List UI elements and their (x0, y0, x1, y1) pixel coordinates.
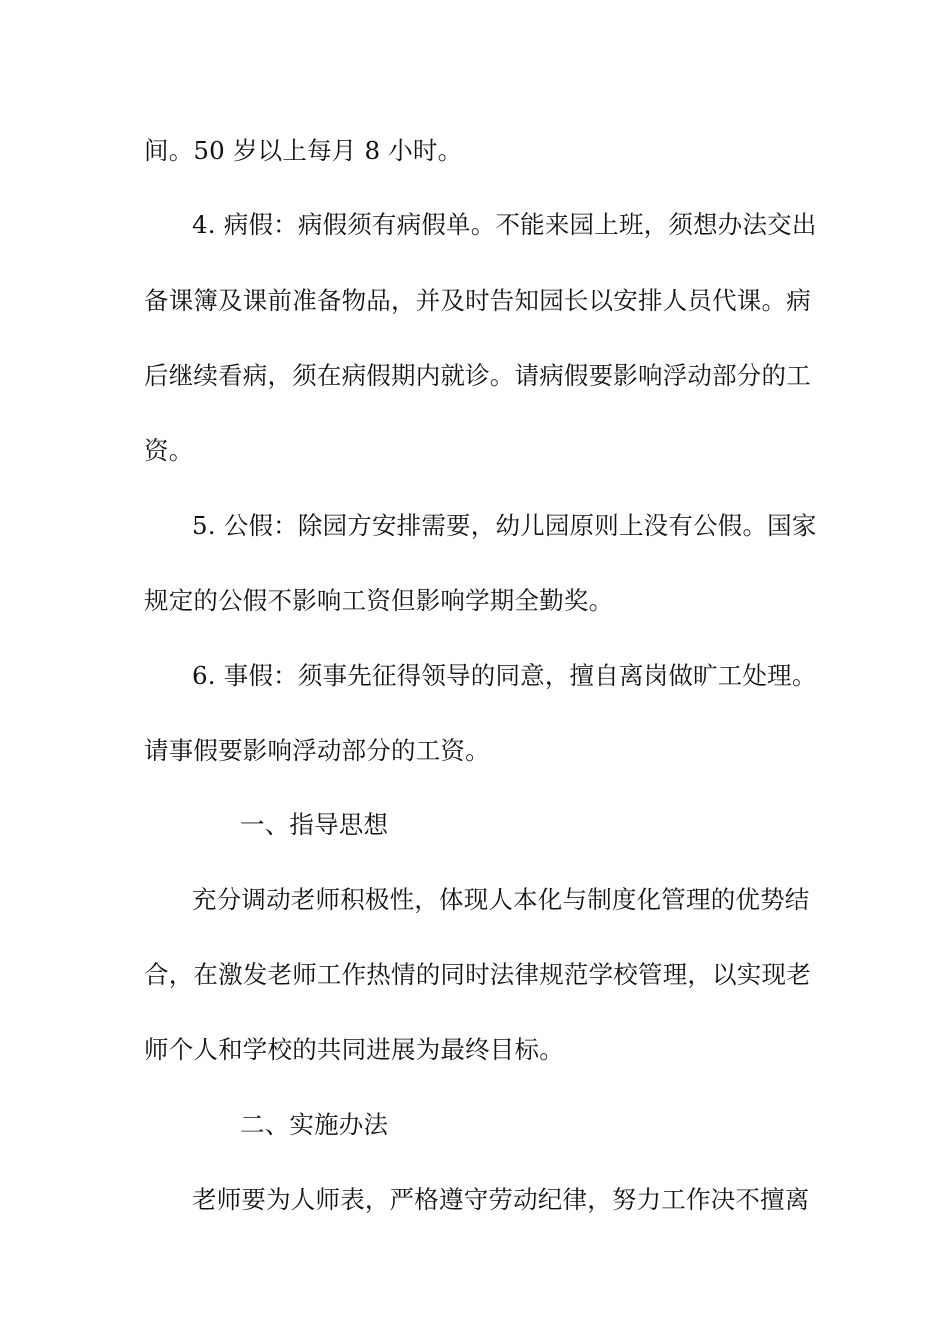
text-line: 充分调动老师积极性，体现人本化与制度化管理的优势结 (192, 885, 810, 914)
text-line: 合，在激发老师工作热情的同时法律规范学校管理，以实现老 (144, 960, 811, 989)
text-line: 5. 公假：除园方安排需要，幼儿园原则上没有公假。国家 (192, 511, 817, 540)
text-line: 后继续看病，须在病假期内就诊。请病假要影响浮动部分的工 (144, 361, 811, 390)
section-heading: 二、实施办法 (240, 1110, 389, 1139)
text-line: 6. 事假：须事先征得领导的同意，擅自离岗做旷工处理。 (192, 661, 817, 690)
text-line: 师个人和学校的共同进展为最终目标。 (144, 1035, 564, 1064)
text-line: 老师要为人师表，严格遵守劳动纪律，努力工作决不擅离 (192, 1185, 810, 1214)
text-line: 资。 (144, 436, 194, 465)
text-line: 备课簿及课前准备物品，并及时告知园长以安排人员代课。病 (144, 286, 811, 315)
text-line: 请事假要影响浮动部分的工资。 (144, 736, 490, 765)
text-line: 4. 病假：病假须有病假单。不能来园上班，须想办法交出 (192, 210, 817, 239)
text-line: 间。50 岁以上每月 8 小时。 (144, 136, 463, 165)
text-line: 规定的公假不影响工资但影响学期全勤奖。 (144, 586, 614, 615)
section-heading: 一、指导思想 (240, 810, 389, 839)
